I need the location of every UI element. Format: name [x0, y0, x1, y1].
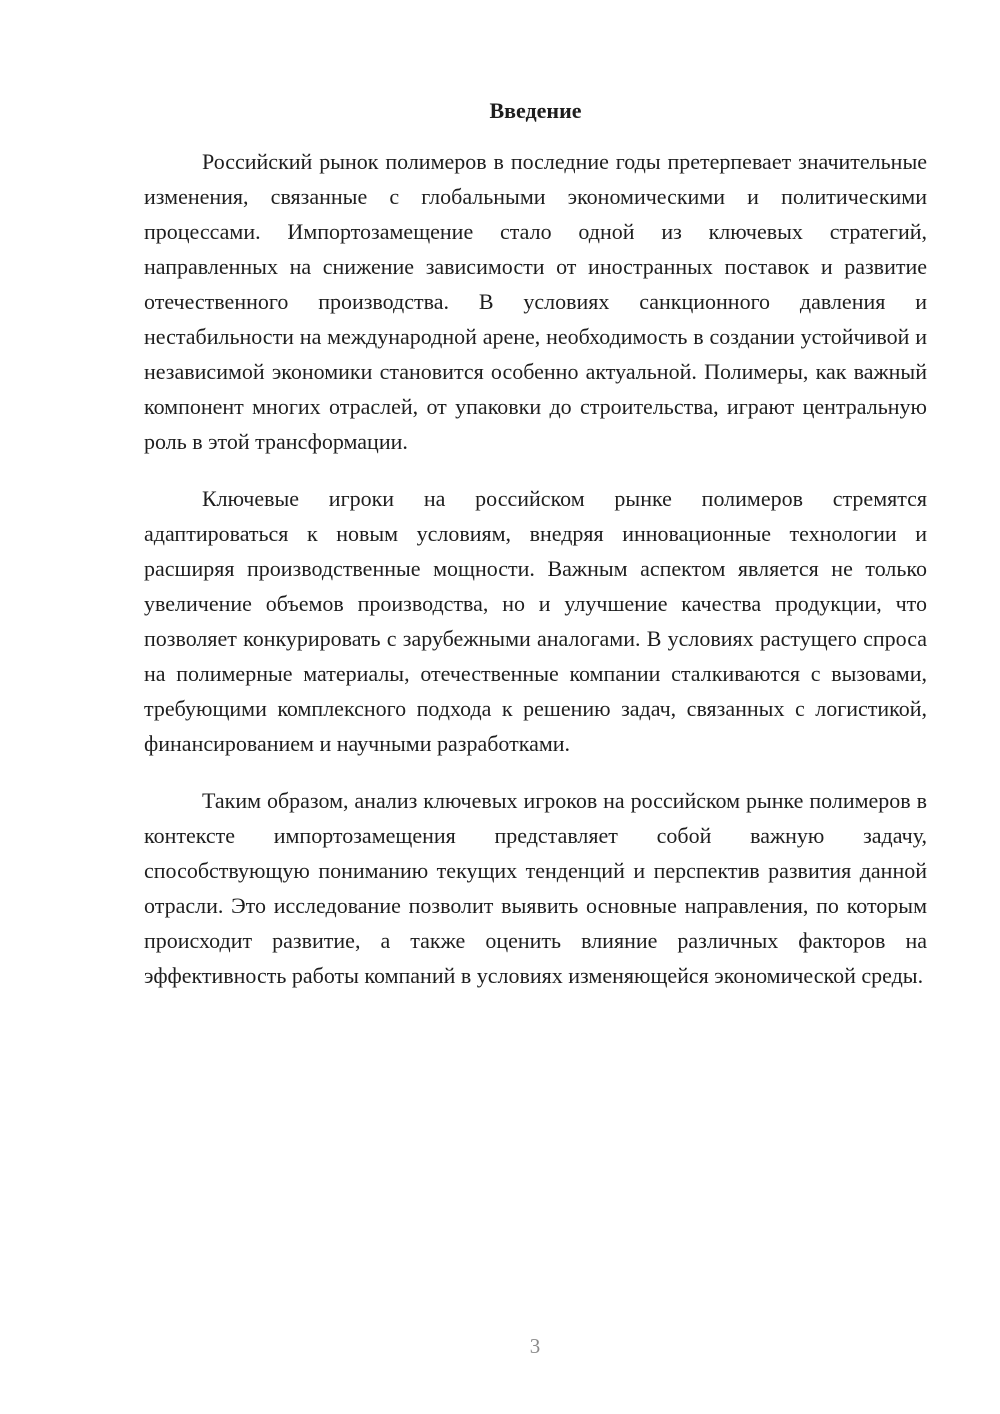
- page-number: 3: [529, 1334, 541, 1358]
- paragraph-2: Ключевые игроки на российском рынке полимеров стремятся адаптироваться к новым условиям, внедряя инновационные технологии и расширяя производственные мощности. Важным аспектом является не только увеличение объемов производства, но и улучшение качества продукции, что позволяет конкурировать с зарубежными аналогами. В условиях растущего спроса на полимерные материалы, отечественные компании сталкиваются с вызовами, требующими комплексного подхода к решению задач, связанных с логистикой, финансированием и научными разработками.: [144, 486, 927, 756]
- paragraph-1: Российский рынок полимеров в последние годы претерпевает значительные изменения, связанные с глобальными экономическими и политическими процессами. Импортозамещение стало одной из ключевых стратегий, направленных на снижение зависимости от иностранных поставок и развитие отечественного производства. В условиях санкционного давления и нестабильности на международной арене, необходимость в создании устойчивой и независимой экономики становится особенно актуальной. Полимеры, как важный компонент многих отраслей, от упаковки до строительства, играют центральную роль в этой трансформации.: [144, 149, 927, 454]
- paragraph-3: Таким образом, анализ ключевых игроков на российском рынке полимеров в контексте импортозамещения представляет собой важную задачу, способствующую пониманию текущих тенденций и перспектив развития данной отрасли. Это исследование позволит выявить основные направления, по которым происходит развитие, а также оценить влияние различных факторов на эффективность работы компаний в условиях изменяющейся экономической среды.: [144, 788, 927, 988]
- section-heading: Введение: [489, 98, 582, 123]
- body-text: [144, 144, 927, 1015]
